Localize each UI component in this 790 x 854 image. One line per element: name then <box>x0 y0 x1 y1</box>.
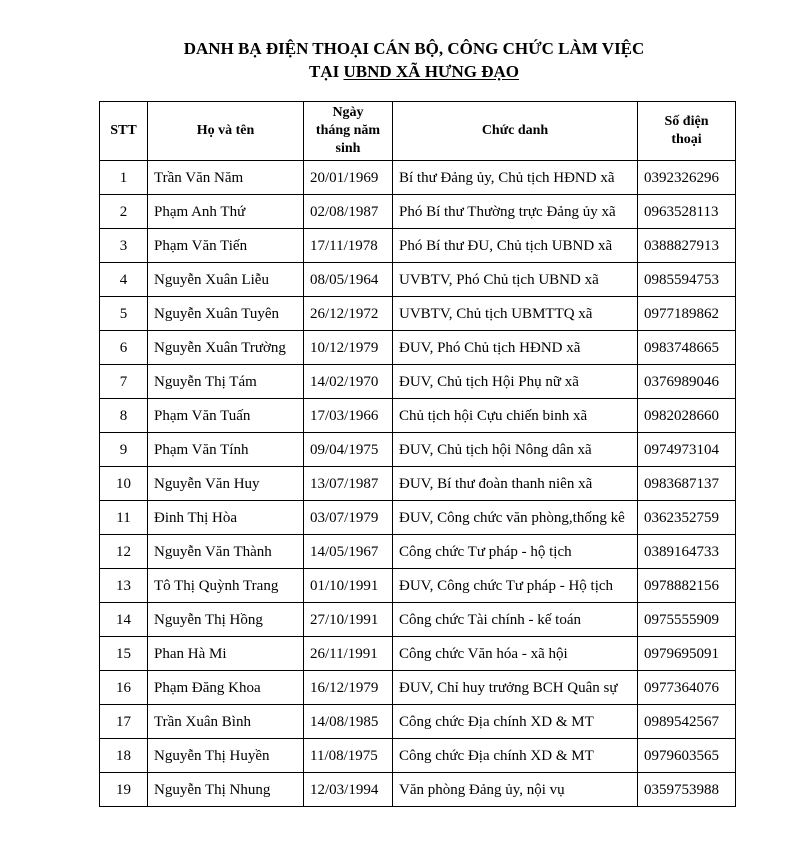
cell-stt: 19 <box>100 773 148 807</box>
title-commune-name: UBND XÃ HƯNG ĐẠO <box>343 62 519 81</box>
cell-stt: 3 <box>100 229 148 263</box>
cell-dob: 11/08/1975 <box>304 739 393 773</box>
cell-title: UVBTV, Chủ tịch UBMTTQ xã <box>393 297 638 331</box>
table-row <box>100 433 736 467</box>
cell-name: Nguyễn Văn Thành <box>148 535 304 569</box>
cell-phone: 0985594753 <box>638 263 736 297</box>
cell-title: UVBTV, Phó Chủ tịch UBND xã <box>393 263 638 297</box>
table-row <box>100 773 736 807</box>
cell-stt: 15 <box>100 637 148 671</box>
header-dob-line-1: Ngày <box>332 105 364 120</box>
cell-name: Đinh Thị Hòa <box>148 501 304 535</box>
cell-title: ĐUV, Chỉ huy trưởng BCH Quân sự <box>393 671 638 705</box>
cell-name: Nguyễn Xuân Liễu <box>148 263 304 297</box>
cell-stt: 13 <box>100 569 148 603</box>
table-row <box>100 229 736 263</box>
cell-dob: 16/12/1979 <box>304 671 393 705</box>
cell-phone: 0974973104 <box>638 433 736 467</box>
title-line-1: DANH BẠ ĐIỆN THOẠI CÁN BỘ, CÔNG CHỨC LÀM VIỆC <box>183 39 645 58</box>
cell-dob: 17/11/1978 <box>304 229 393 263</box>
table-row <box>100 399 736 433</box>
cell-phone: 0982028660 <box>638 399 736 433</box>
cell-dob: 14/08/1985 <box>304 705 393 739</box>
table-row <box>100 603 736 637</box>
table-row <box>100 739 736 773</box>
cell-stt: 2 <box>100 195 148 229</box>
cell-phone: 0977189862 <box>638 297 736 331</box>
cell-stt: 14 <box>100 603 148 637</box>
cell-name: Tô Thị Quỳnh Trang <box>148 569 304 603</box>
cell-phone: 0979695091 <box>638 637 736 671</box>
cell-dob: 13/07/1987 <box>304 467 393 501</box>
title-line-2 <box>0 60 790 83</box>
cell-title: ĐUV, Công chức văn phòng,thống kê <box>393 501 638 535</box>
cell-name: Phan Hà Mi <box>148 637 304 671</box>
table-row <box>100 297 736 331</box>
table-row <box>100 501 736 535</box>
cell-phone: 0989542567 <box>638 705 736 739</box>
cell-dob: 10/12/1979 <box>304 331 393 365</box>
cell-title: ĐUV, Phó Chủ tịch HĐND xã <box>393 331 638 365</box>
cell-phone: 0359753988 <box>638 773 736 807</box>
cell-phone: 0977364076 <box>638 671 736 705</box>
cell-name: Nguyễn Xuân Trường <box>148 331 304 365</box>
cell-phone: 0362352759 <box>638 501 736 535</box>
cell-stt: 17 <box>100 705 148 739</box>
cell-title: ĐUV, Chủ tịch Hội Phụ nữ xã <box>393 365 638 399</box>
cell-stt: 6 <box>100 331 148 365</box>
header-phone-line-1: Số điện <box>664 114 709 129</box>
cell-dob: 02/08/1987 <box>304 195 393 229</box>
cell-stt: 5 <box>100 297 148 331</box>
cell-dob: 09/04/1975 <box>304 433 393 467</box>
cell-stt: 9 <box>100 433 148 467</box>
cell-dob: 17/03/1966 <box>304 399 393 433</box>
document-title <box>0 37 790 83</box>
header-phone-line-2: thoại <box>671 132 702 147</box>
table-row <box>100 637 736 671</box>
cell-name: Nguyễn Xuân Tuyên <box>148 297 304 331</box>
cell-title: Công chức Tư pháp - hộ tịch <box>393 535 638 569</box>
cell-name: Nguyễn Thị Hồng <box>148 603 304 637</box>
cell-title: Công chức Tài chính - kế toán <box>393 603 638 637</box>
cell-name: Phạm Anh Thứ <box>148 195 304 229</box>
header-stt: STT <box>100 102 148 161</box>
cell-phone: 0983687137 <box>638 467 736 501</box>
cell-phone: 0376989046 <box>638 365 736 399</box>
cell-phone: 0963528113 <box>638 195 736 229</box>
table-row <box>100 365 736 399</box>
cell-dob: 14/02/1970 <box>304 365 393 399</box>
cell-stt: 11 <box>100 501 148 535</box>
table-row <box>100 195 736 229</box>
cell-name: Phạm Đăng Khoa <box>148 671 304 705</box>
cell-name: Nguyễn Thị Tám <box>148 365 304 399</box>
cell-title: Phó Bí thư ĐU, Chủ tịch UBND xã <box>393 229 638 263</box>
cell-title: ĐUV, Bí thư đoàn thanh niên xã <box>393 467 638 501</box>
cell-phone: 0388827913 <box>638 229 736 263</box>
cell-name: Phạm Văn Tuấn <box>148 399 304 433</box>
cell-dob: 26/12/1972 <box>304 297 393 331</box>
header-dob-line-3: sinh <box>335 141 361 156</box>
table-row <box>100 263 736 297</box>
cell-title: ĐUV, Chủ tịch hội Nông dân xã <box>393 433 638 467</box>
cell-stt: 16 <box>100 671 148 705</box>
cell-stt: 12 <box>100 535 148 569</box>
table-row <box>100 569 736 603</box>
table-body <box>100 161 736 807</box>
cell-dob: 03/07/1979 <box>304 501 393 535</box>
cell-stt: 7 <box>100 365 148 399</box>
cell-title: Bí thư Đảng ủy, Chủ tịch HĐND xã <box>393 161 638 195</box>
cell-phone: 0983748665 <box>638 331 736 365</box>
cell-name: Trần Văn Năm <box>148 161 304 195</box>
phone-directory-table <box>99 101 736 807</box>
cell-dob: 14/05/1967 <box>304 535 393 569</box>
cell-title: Công chức Văn hóa - xã hội <box>393 637 638 671</box>
cell-title: Chủ tịch hội Cựu chiến binh xã <box>393 399 638 433</box>
cell-phone: 0389164733 <box>638 535 736 569</box>
cell-dob: 01/10/1991 <box>304 569 393 603</box>
cell-name: Trần Xuân Bình <box>148 705 304 739</box>
header-title: Chức danh <box>393 102 638 161</box>
cell-phone: 0979603565 <box>638 739 736 773</box>
table-row <box>100 705 736 739</box>
cell-dob: 20/01/1969 <box>304 161 393 195</box>
cell-name: Phạm Văn Tiến <box>148 229 304 263</box>
cell-title: ĐUV, Công chức Tư pháp - Hộ tịch <box>393 569 638 603</box>
header-name: Họ và tên <box>148 102 304 161</box>
cell-stt: 10 <box>100 467 148 501</box>
header-dob-line-2: tháng năm <box>315 123 381 138</box>
cell-dob: 27/10/1991 <box>304 603 393 637</box>
title-line-2-prefix: TẠI <box>309 62 344 81</box>
cell-name: Phạm Văn Tính <box>148 433 304 467</box>
table-row <box>100 671 736 705</box>
cell-stt: 1 <box>100 161 148 195</box>
table-header-row <box>100 102 736 161</box>
table-row <box>100 535 736 569</box>
cell-name: Nguyễn Thị Huyền <box>148 739 304 773</box>
cell-title: Công chức Địa chính XD & MT <box>393 739 638 773</box>
cell-title: Văn phòng Đảng ủy, nội vụ <box>393 773 638 807</box>
cell-name: Nguyễn Thị Nhung <box>148 773 304 807</box>
table-row <box>100 161 736 195</box>
table-row <box>100 331 736 365</box>
cell-dob: 08/05/1964 <box>304 263 393 297</box>
cell-dob: 12/03/1994 <box>304 773 393 807</box>
cell-dob: 26/11/1991 <box>304 637 393 671</box>
cell-name: Nguyễn Văn Huy <box>148 467 304 501</box>
header-dob <box>304 102 393 161</box>
cell-stt: 4 <box>100 263 148 297</box>
cell-phone: 0978882156 <box>638 569 736 603</box>
cell-stt: 8 <box>100 399 148 433</box>
table-row <box>100 467 736 501</box>
header-phone <box>638 102 736 161</box>
cell-stt: 18 <box>100 739 148 773</box>
cell-phone: 0975555909 <box>638 603 736 637</box>
cell-phone: 0392326296 <box>638 161 736 195</box>
cell-title: Phó Bí thư Thường trực Đảng ủy xã <box>393 195 638 229</box>
cell-title: Công chức Địa chính XD & MT <box>393 705 638 739</box>
